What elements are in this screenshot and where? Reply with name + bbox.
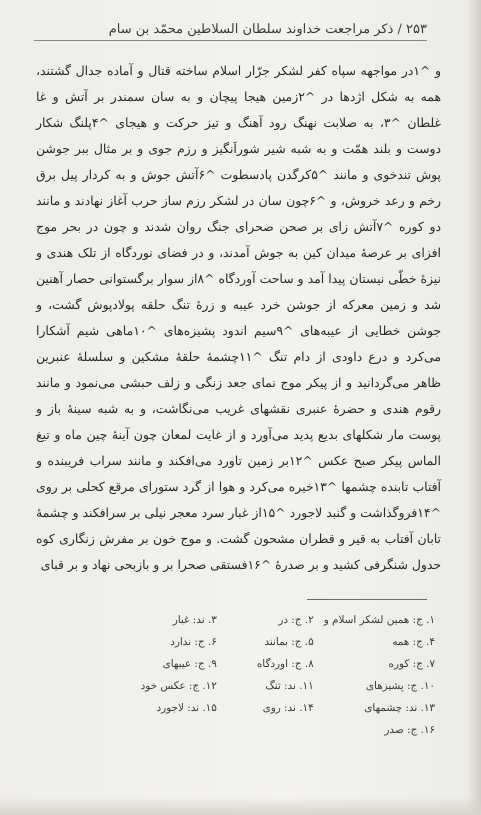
main-text <box>36 58 441 578</box>
footnote-rule <box>307 599 427 600</box>
spine-shadow <box>467 0 481 815</box>
footnote: ۵. ج: بمانند <box>264 636 314 648</box>
footnote: ۱۵. ند: لاجورد <box>156 702 217 714</box>
footnote: ۱۱. ند: تنگ <box>265 680 314 692</box>
page-bottom-shadow <box>0 797 481 815</box>
footnote: ۱۴. ند: روی <box>262 702 314 714</box>
header-rule <box>34 40 427 41</box>
footnote: ۲. ج: در <box>278 614 314 626</box>
running-header: ۲۵۳ / ذکر مراجعت خداوند سلطان السلاطین محمّد بن سام <box>108 22 427 37</box>
footnotes <box>130 612 435 738</box>
footnote: ۹. ج: عیبهای <box>162 658 217 670</box>
footnote: ۱۳. ند: چشمهای <box>364 702 435 714</box>
footnote: ۸. ج: اوردگاه <box>256 658 314 670</box>
footnote: ۶. ج: ندارد <box>170 636 217 648</box>
footnote: ۱۰. ج: پشیزهای <box>365 680 435 692</box>
footnote: ۱. ج: همین لشکر اسلام و <box>323 614 435 626</box>
footnote: ۱۶. ج: صدر <box>384 724 435 736</box>
main-paragraph: و ^۱در مواجهه سپاه کفر لشکر جرّار اسلام ساخته قتال و آماده جدال گشتند، همه به شکل اژدها در ^۲زمین هیجا پیچان و به سان سمندر بر آتش و غا غلطان ^۳، به صلابت نهنگ رود آهنگ و تیز حرکت و هیجای ^۴پلنگ شکار دوست و بلند همّت و به شبه شیر شوراَنگیز و رزم جوی و بر مثال ببر جوشن پوش تندخوی و مانند ^۵کرگدن پادسطوت ^۶آتش جوش و به کردار پیل برق رخم و رعد خروش، و ^۶چون سان در لشکر رزم ساز حرب آغاز نهادند و مانند دو کوره ^۷آتش زای بر صحن صحرای جنگ روان شدند و چون در بحر موج افزای بر عرصهٔ میدان کین به جوش آمدند، و در فضای نوردگاه از تلک هندی و نیزهٔ خطّی نیستان پیدا آمد و ساحت آوردگاه ^۸از سوار برگستوانی حصار آهنین شد و زمین معرکه از جوشن خرد عیبه و زرهٔ تنگ حلقه پولادپوش گشت، و جوشن خطایی از عیبه‌های ^۹سیم اندود پشیزه‌های ^۱۰ماهی شیم آشکارا می‌کرد و درع داودی از دام تنگ ^۱۱چشمهٔ حلقهٔ مشکین و سلسلهٔ عنبرین ظاهر می‌گردانید و از پیکر موج نمای جعد زنگی و زلف حبشی می‌نمود و مانند رقوم هندی و حضرهٔ عنبری نقشهای غریب می‌نگاشت، و به شبه سینهٔ باز و پوست مار شکلهای بدیع پدید می‌آورد و از غایت لمعان چون آینهٔ چین ماه و تیغ الماس پیکر صبح عکس ^۱۲بر زمین تاورد می‌افکند و مانند سراب فریبنده و آفتاب تابنده چشمها ^۱۳خیره می‌کرد و هوا از گرد ستورای مرقع کحلی بر روی ^۱۴فروگذاشت و گنبد لاجورد ^۱۵از غبار سرد معجر نیلی بر سرافکند و چشمهٔ تابان آفتاب به قیر و قطران مشحون گشت. و موج خون بر مفرش زنگاری کوه حدول شنگرفی کشید و بر صدرهٔ ^۱۶فستقی صحرا بر و بازبحی نهاد و بر قبای <box>36 63 442 572</box>
footnote: ۴. ج: همه <box>392 636 435 648</box>
footnote: ۳. ند: غبار <box>172 614 217 626</box>
footnote: ۱۲. ج: عکس خود <box>140 680 217 692</box>
footnote: ۷. ج: کوره <box>388 658 435 670</box>
